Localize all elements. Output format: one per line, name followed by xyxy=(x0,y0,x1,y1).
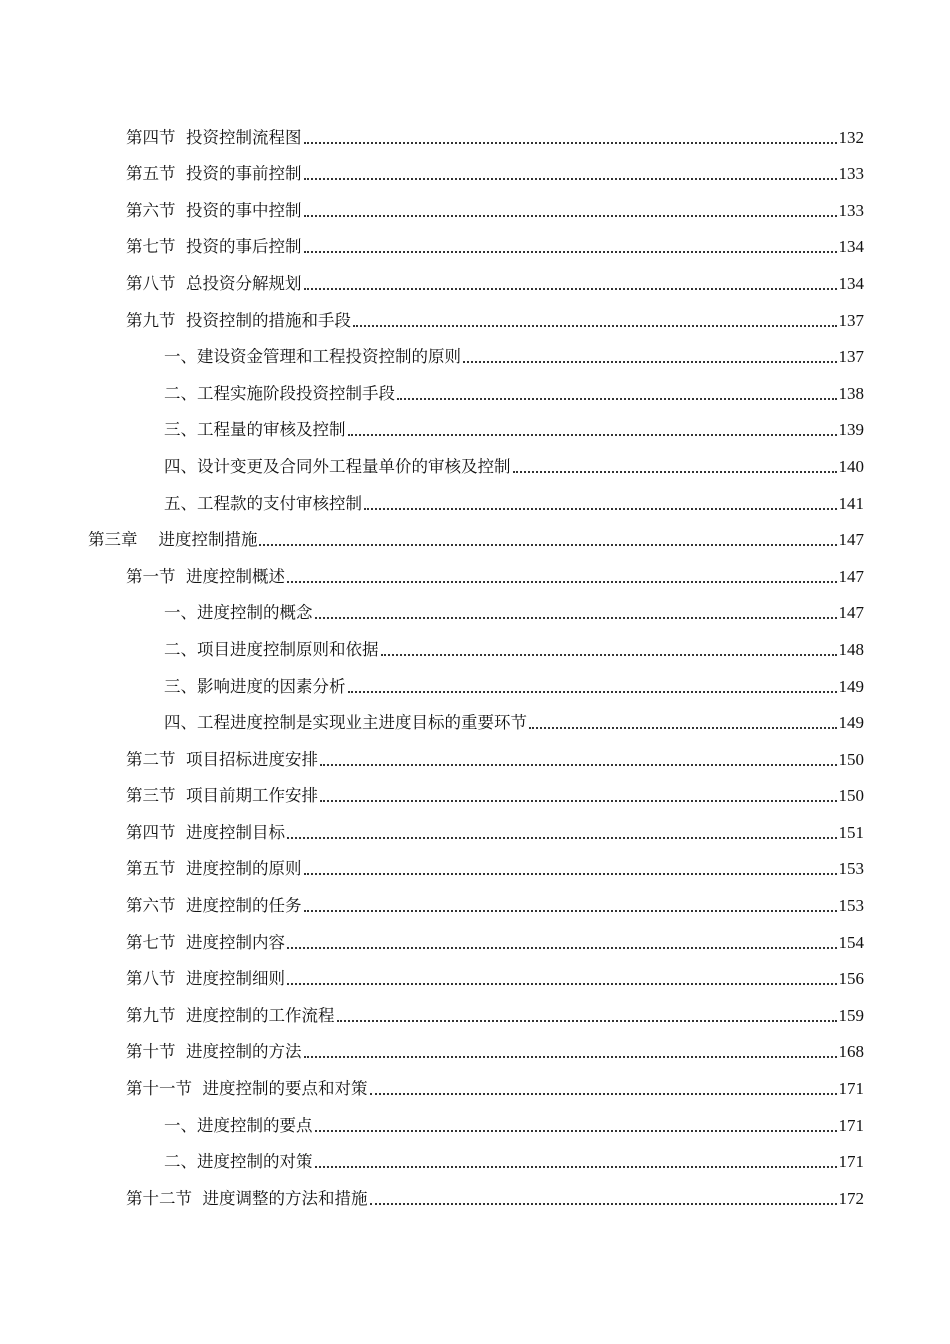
toc-entry[interactable] xyxy=(126,888,864,925)
toc-entry[interactable] xyxy=(164,1108,864,1145)
toc-entry[interactable] xyxy=(126,193,864,230)
toc-page-number: 147 xyxy=(838,566,864,586)
toc-dot-leader xyxy=(304,288,837,290)
toc-page-number: 133 xyxy=(838,164,864,184)
toc-page-number: 171 xyxy=(838,1079,864,1099)
toc-dot-leader xyxy=(315,617,837,619)
toc-entry-title: 第四节 投资控制流程图 xyxy=(126,127,302,147)
toc-page-number: 141 xyxy=(838,493,864,513)
toc-page-number: 168 xyxy=(838,1042,864,1062)
toc-dot-leader xyxy=(463,361,837,363)
toc-entry-title: 第十节 进度控制的方法 xyxy=(126,1042,302,1062)
toc-dot-leader xyxy=(287,983,837,985)
toc-dot-leader xyxy=(304,910,837,912)
toc-page-number: 134 xyxy=(838,237,864,257)
toc-page-number: 171 xyxy=(838,1152,864,1172)
toc-entry-title: 第五节 进度控制的原则 xyxy=(126,859,302,879)
toc-entry[interactable] xyxy=(126,1035,864,1072)
toc-dot-leader xyxy=(529,727,837,729)
toc-dot-leader xyxy=(304,1056,837,1058)
toc-entry-title: 第二节 项目招标进度安排 xyxy=(126,749,318,769)
toc-entry[interactable] xyxy=(164,340,864,377)
toc-entry-title: 一、进度控制的要点 xyxy=(164,1115,313,1135)
toc-entry[interactable] xyxy=(126,998,864,1035)
toc-dot-leader xyxy=(348,691,837,693)
toc-dot-leader xyxy=(287,581,837,583)
toc-page-number: 132 xyxy=(838,127,864,147)
toc-dot-leader xyxy=(337,1020,837,1022)
toc-entry-title: 第八节 进度控制细则 xyxy=(126,969,285,989)
toc-dot-leader xyxy=(287,947,837,949)
toc-page-number: 156 xyxy=(838,969,864,989)
toc-entry[interactable] xyxy=(126,852,864,889)
toc-page-number: 139 xyxy=(838,420,864,440)
toc-dot-leader xyxy=(397,398,837,400)
toc-page-number: 150 xyxy=(838,786,864,806)
toc-entry-title: 第三节 项目前期工作安排 xyxy=(126,786,318,806)
toc-entry-title: 一、建设资金管理和工程投资控制的原则 xyxy=(164,347,461,367)
toc-page-number: 138 xyxy=(838,383,864,403)
toc-entry-title: 第六节 投资的事中控制 xyxy=(126,200,302,220)
toc-page-number: 140 xyxy=(838,456,864,476)
toc-entry[interactable] xyxy=(164,449,864,486)
toc-entry[interactable] xyxy=(126,230,864,267)
toc-entry-title: 第三章 进度控制措施 xyxy=(88,530,258,550)
toc-page-number: 148 xyxy=(838,639,864,659)
toc-entry[interactable] xyxy=(88,523,864,560)
toc-entry[interactable] xyxy=(126,925,864,962)
toc-dot-leader xyxy=(304,873,837,875)
toc-entry-title: 四、工程进度控制是实现业主进度目标的重要环节 xyxy=(164,713,527,733)
toc-entry-title: 第五节 投资的事前控制 xyxy=(126,164,302,184)
toc-dot-leader xyxy=(304,178,837,180)
toc-entry-title: 第四节 进度控制目标 xyxy=(126,822,285,842)
toc-page-number: 137 xyxy=(838,310,864,330)
toc-page-number: 153 xyxy=(838,896,864,916)
table-of-contents xyxy=(0,120,950,1218)
toc-entry[interactable] xyxy=(126,303,864,340)
toc-page-number: 154 xyxy=(838,932,864,952)
toc-entry[interactable] xyxy=(164,413,864,450)
toc-entry-title: 第六节 进度控制的任务 xyxy=(126,896,302,916)
toc-entry[interactable] xyxy=(126,157,864,194)
toc-entry[interactable] xyxy=(164,376,864,413)
toc-entry-title: 三、影响进度的因素分析 xyxy=(164,676,346,696)
toc-entry[interactable] xyxy=(164,1145,864,1182)
toc-page-number: 147 xyxy=(838,530,864,550)
toc-page-number: 134 xyxy=(838,273,864,293)
toc-entry-title: 五、工程款的支付审核控制 xyxy=(164,493,362,513)
toc-entry-title: 二、项目进度控制原则和依据 xyxy=(164,639,379,659)
toc-entry-title: 一、进度控制的概念 xyxy=(164,603,313,623)
toc-entry-title: 第十一节 进度控制的要点和对策 xyxy=(126,1079,368,1099)
toc-entry-title: 第八节 总投资分解规划 xyxy=(126,273,302,293)
toc-page-number: 159 xyxy=(838,1005,864,1025)
toc-dot-leader xyxy=(364,508,837,510)
toc-page-number: 147 xyxy=(838,603,864,623)
toc-entry[interactable] xyxy=(164,632,864,669)
toc-entry[interactable] xyxy=(126,120,864,157)
toc-entry[interactable] xyxy=(126,962,864,999)
toc-entry-title: 四、设计变更及合同外工程量单价的审核及控制 xyxy=(164,456,511,476)
toc-entry-title: 二、工程实施阶段投资控制手段 xyxy=(164,383,395,403)
toc-dot-leader xyxy=(348,434,837,436)
toc-entry-title: 第一节 进度控制概述 xyxy=(126,566,285,586)
toc-entry[interactable] xyxy=(126,815,864,852)
toc-dot-leader xyxy=(370,1203,837,1205)
toc-page-number: 151 xyxy=(838,822,864,842)
toc-entry[interactable] xyxy=(126,1181,864,1218)
toc-entry-title: 二、进度控制的对策 xyxy=(164,1152,313,1172)
toc-entry[interactable] xyxy=(126,779,864,816)
toc-page-number: 133 xyxy=(838,200,864,220)
toc-entry-title: 第十二节 进度调整的方法和措施 xyxy=(126,1188,368,1208)
toc-dot-leader xyxy=(304,215,837,217)
toc-dot-leader xyxy=(259,544,836,546)
toc-dot-leader xyxy=(315,1166,837,1168)
toc-dot-leader xyxy=(287,837,837,839)
toc-entry-title: 第七节 进度控制内容 xyxy=(126,932,285,952)
toc-dot-leader xyxy=(353,325,837,327)
toc-page-number: 149 xyxy=(838,676,864,696)
toc-entry-title: 第九节 进度控制的工作流程 xyxy=(126,1005,335,1025)
toc-page-number: 172 xyxy=(838,1188,864,1208)
toc-dot-leader xyxy=(381,654,837,656)
toc-entry[interactable] xyxy=(126,559,864,596)
toc-entry[interactable] xyxy=(164,596,864,633)
toc-dot-leader xyxy=(315,1130,837,1132)
toc-page-number: 150 xyxy=(838,749,864,769)
toc-dot-leader xyxy=(320,800,837,802)
toc-entry-title: 第九节 投资控制的措施和手段 xyxy=(126,310,351,330)
toc-dot-leader xyxy=(513,471,837,473)
toc-page-number: 137 xyxy=(838,347,864,367)
toc-entry[interactable] xyxy=(126,742,864,779)
toc-entry[interactable] xyxy=(164,486,864,523)
toc-dot-leader xyxy=(304,251,837,253)
toc-entry[interactable] xyxy=(126,1071,864,1108)
toc-entry[interactable] xyxy=(126,266,864,303)
toc-page-number: 149 xyxy=(838,713,864,733)
toc-entry[interactable] xyxy=(164,669,864,706)
toc-entry-title: 三、工程量的审核及控制 xyxy=(164,420,346,440)
toc-page-number: 153 xyxy=(838,859,864,879)
toc-dot-leader xyxy=(370,1093,837,1095)
toc-page-number: 171 xyxy=(838,1115,864,1135)
toc-dot-leader xyxy=(304,142,837,144)
toc-entry[interactable] xyxy=(164,706,864,743)
toc-entry-title: 第七节 投资的事后控制 xyxy=(126,237,302,257)
toc-dot-leader xyxy=(320,764,837,766)
